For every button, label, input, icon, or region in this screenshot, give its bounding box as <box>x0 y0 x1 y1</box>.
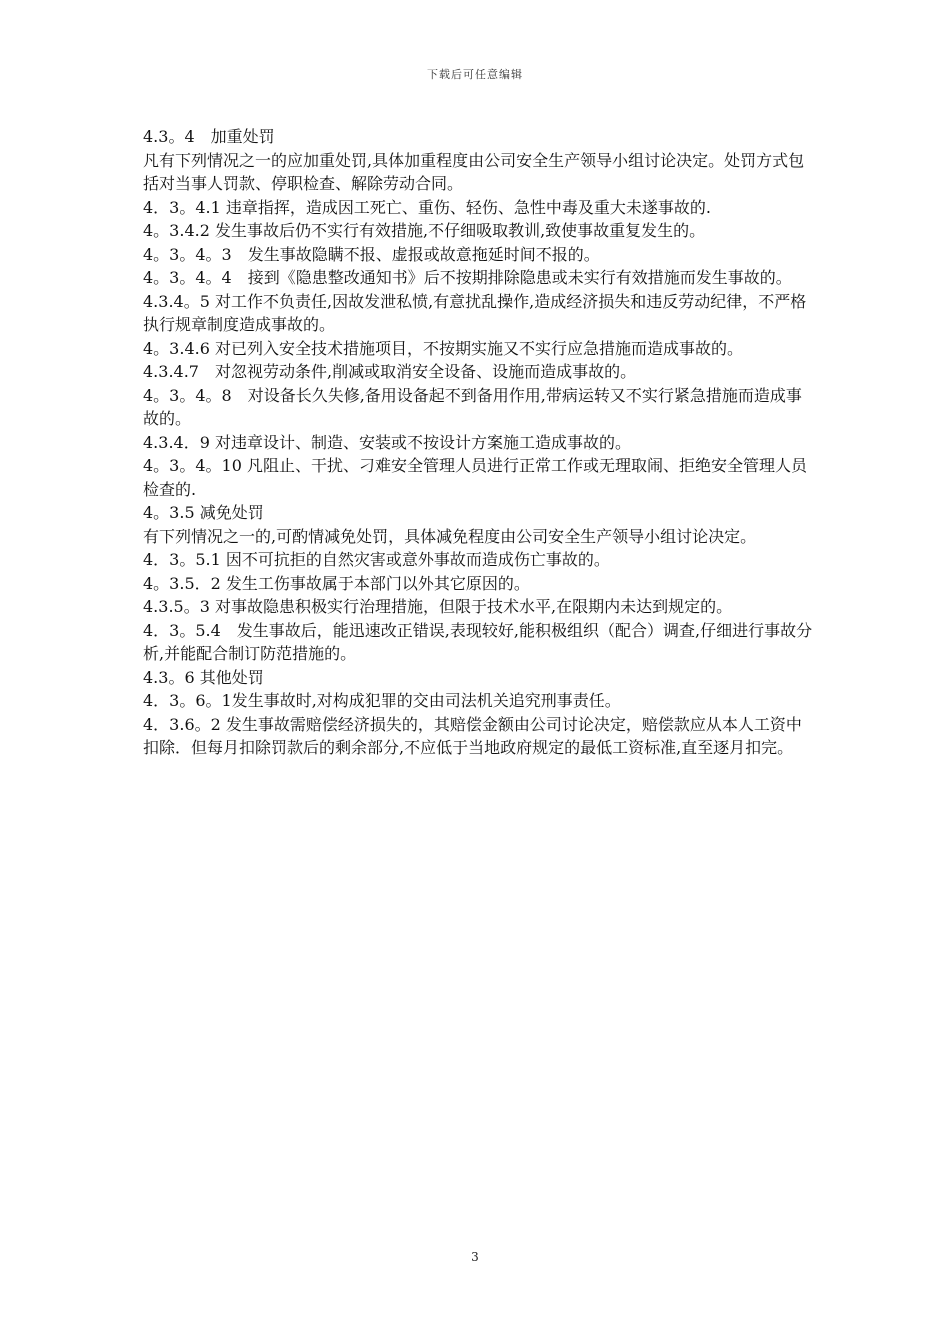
section-heading: 4。3.5 减免处罚 <box>143 503 264 522</box>
header-note: 下载后可任意编辑 <box>427 68 523 81</box>
section-heading: 4.3。4 加重处罚 <box>143 127 275 146</box>
list-item: 4．3。5.1 因不可抗拒的自然灾害或意外事故而造成伤亡事故的。 <box>143 550 610 569</box>
list-item: 4．3.6。2 发生事故需赔偿经济损失的，其赔偿金额由公司讨论决定，赔偿款应从本人工资中扣除．但每月扣除罚款后的剩余部分,不应低于当地政府规定的最低工资标准,直至逐月扣完。 <box>143 714 802 757</box>
paragraph: 凡有下列情况之一的应加重处罚,具体加重程度由公司安全生产领导小组讨论决定。处罚方式包括对当事人罚款、停职检查、解除劳动合同。 <box>143 150 805 193</box>
list-item: 4.3.5。3 对事故隐患积极实行治理措施，但限于技术水平,在限期内未达到规定的。 <box>143 597 733 616</box>
list-item: 4．3。5.4 发生事故后，能迅速改正错误,表现较好,能积极组织（配合）调查,仔细进行事故分析,并能配合制订防范措施的。 <box>143 620 813 663</box>
list-item: 4.3.4.7 对忽视劳动条件,削减或取消安全设备、设施而造成事故的。 <box>143 362 637 381</box>
list-item: 4。3。4。10 凡阻止、干扰、刁难安全管理人员进行正常工作或无理取闹、拒绝安全管理人员检查的. <box>143 456 807 499</box>
list-item: 4．3。6。1发生事故时,对构成犯罪的交由司法机关追究刑事责任。 <box>143 691 621 710</box>
list-item: 4．3。4.1 违章指挥，造成因工死亡、重伤、轻伤、急性中毒及重大未遂事故的. <box>143 197 711 217</box>
list-item: 4。3.5．2 发生工伤事故属于本部门以外其它原因的。 <box>143 573 530 593</box>
list-item: 4。3.4.2 发生事故后仍不实行有效措施,不仔细吸取教训,致使事故重复发生的。 <box>143 221 706 240</box>
list-item: 4.3.4。5 对工作不负责任,因故发泄私愤,有意扰乱操作,造成经济损失和违反劳动纪律，不严格执行规章制度造成事故的。 <box>143 291 807 334</box>
page-number: 3 <box>471 1250 479 1264</box>
list-item: 4。3。4。4 接到《隐患整改通知书》后不按期排除隐患或未实行有效措施而发生事故的。 <box>143 268 792 287</box>
section-heading: 4.3。6 其他处罚 <box>143 667 264 687</box>
paragraph: 有下列情况之一的,可酌情减免处罚，具体减免程度由公司安全生产领导小组讨论决定。 <box>143 526 757 546</box>
list-item: 4。3。4。8 对设备长久失修,备用设备起不到备用作用,带病运转又不实行紧急措施而造成事故的。 <box>143 385 802 428</box>
document-body <box>143 125 813 760</box>
list-item: 4.3.4．9 对违章设计、制造、安装或不按设计方案施工造成事故的。 <box>143 432 631 452</box>
list-item: 4。3。4。3 发生事故隐瞒不报、虚报或故意拖延时间不报的。 <box>143 244 600 264</box>
list-item: 4。3.4.6 对已列入安全技术措施项目，不按期实施又不实行应急措施而造成事故的。 <box>143 338 743 358</box>
